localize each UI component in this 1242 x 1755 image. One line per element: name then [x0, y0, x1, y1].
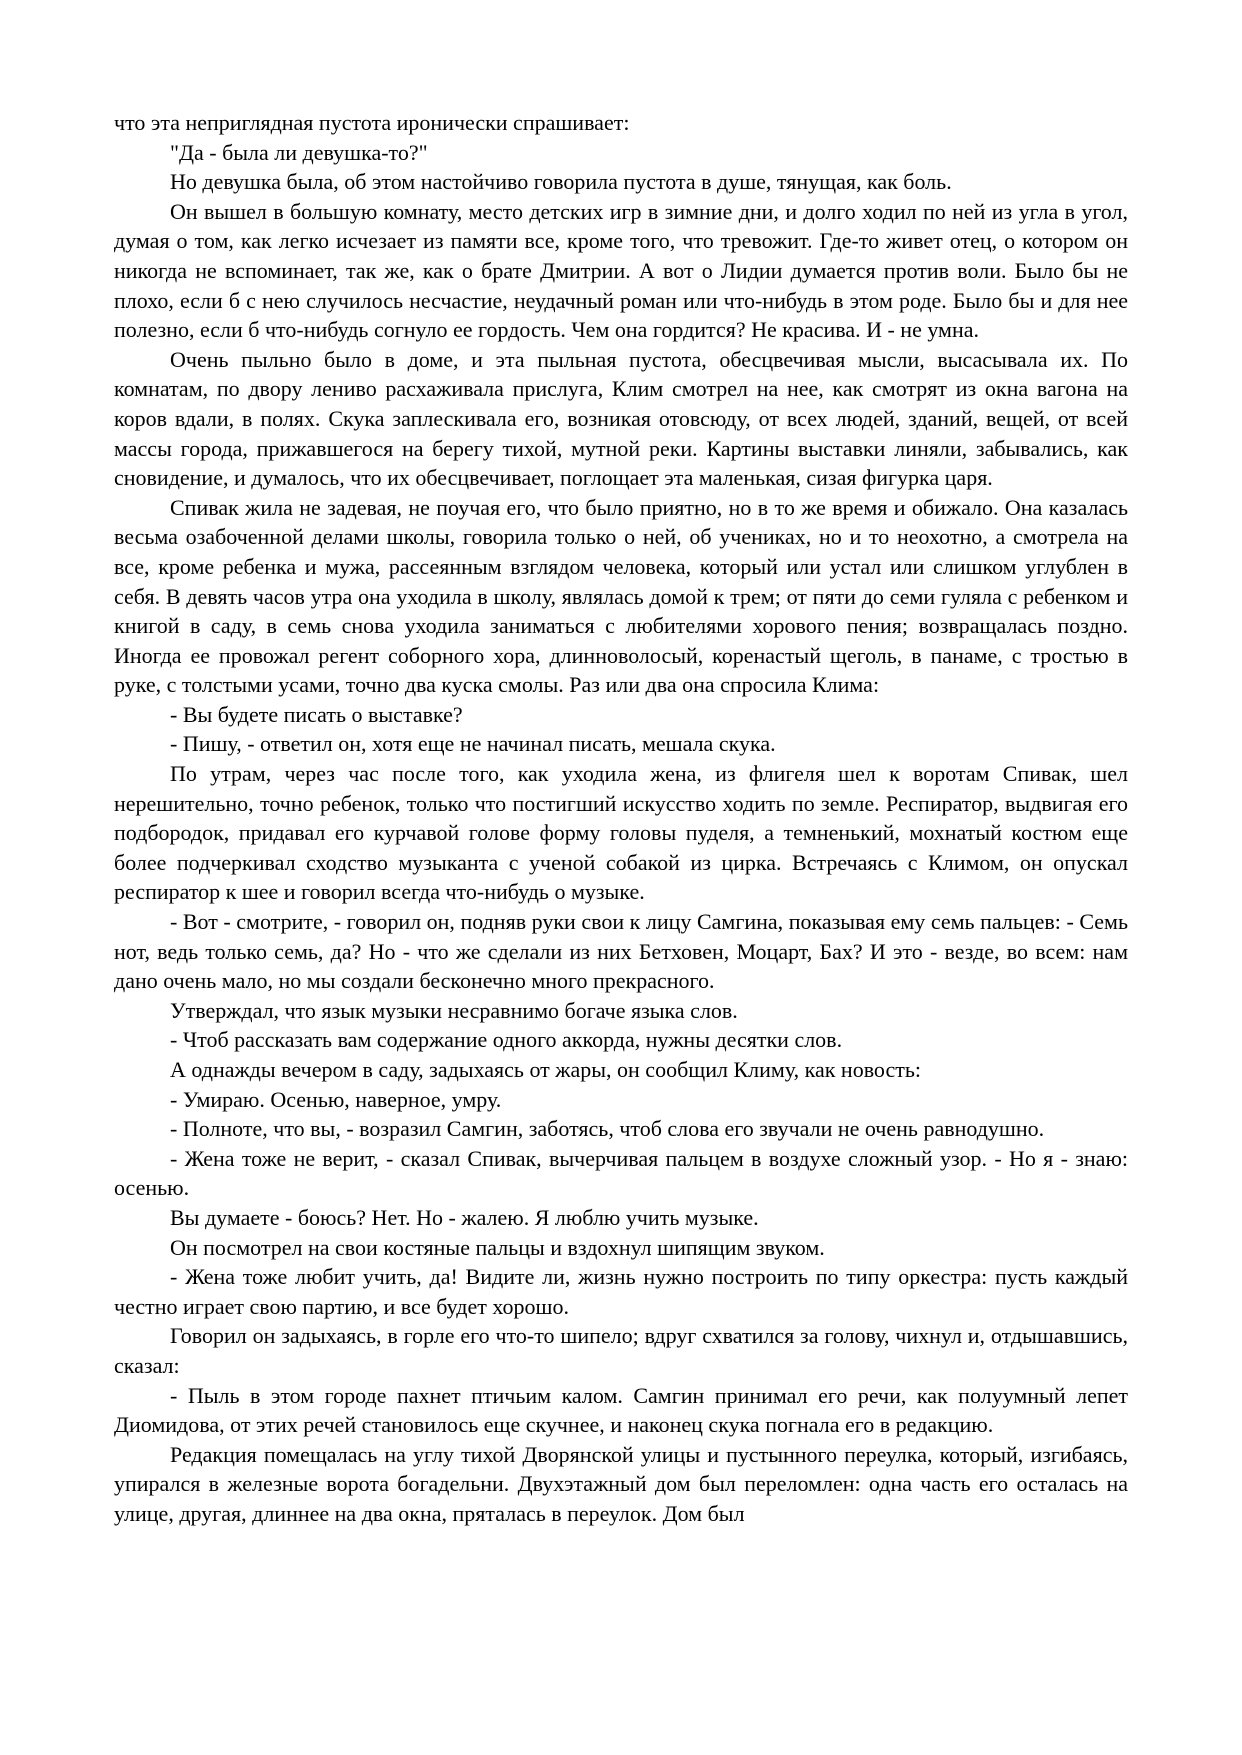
- paragraph-6: Спивак жила не задевая, не поучая его, что было приятно, но в то же время и обижало. Она казалась весьма озабоченной делами школы, говорила только о ней, об учениках, но и то неохотно, а смотрела на все, кроме ребенка и мужа, рассеянным взглядом человека, который или устал или слишком углублен в себя. В девять часов утра она уходила в школу, являлась домой к трем; от пяти до семи гуляла с ребенком и книгой в саду, в семь снова уходила заниматься с любителями хорового пения; возвращалась поздно. Иногда ее провожал регент соборного хора, длинноволосый, коренастый щеголь, в панаме, с тростью в руке, с толстыми усами, точно два куска смолы. Раз или два она спросила Клима:: [114, 494, 1128, 698]
- paragraph-14: - Умираю. Осенью, наверное, умру.: [170, 1086, 502, 1112]
- paragraph-20: Говорил он задыхаясь, в горле его что-то шипело; вдруг схватился за голову, чихнул и, отдышавшись, сказал:: [114, 1323, 1128, 1378]
- paragraph-18: Он посмотрел на свои костяные пальцы и вздохнул шипящим звуком.: [170, 1234, 825, 1260]
- paragraph-2: "Да - была ли девушка-то?": [170, 139, 428, 165]
- paragraph-19: - Жена тоже любит учить, да! Видите ли, жизнь нужно построить по типу оркестра: пусть каждый честно играет свою партию, и все будет хорошо.: [114, 1264, 1128, 1319]
- paragraph-17: Вы думаете - боюсь? Нет. Но - жалею. Я люблю учить музыке.: [170, 1204, 759, 1230]
- paragraph-13: А однажды вечером в саду, задыхаясь от жары, он сообщил Климу, как новость:: [170, 1057, 921, 1082]
- paragraph-7: - Вы будете писать о выставке?: [170, 701, 463, 727]
- paragraph-5: Очень пыльно было в доме, и эта пыльная пустота, обесцвечивая мысли, высасывала их. По комнатам, по двору лениво расхаживала прислуга, Клим смотрел на нее, как смотрят из окна вагона на коров вдали, в полях. Скука заплескивала его, возникая отовсюду, от всех людей, зданий, вещей, от всей массы города, прижавшегося на берегу тихой, мутной реки. Картины выставки линяли, забывались, как сновидение, и думалось, что их обесцвечивает, поглощает эта маленькая, сизая фигурка царя.: [114, 346, 1128, 491]
- paragraph-1: что эта неприглядная пустота иронически спрашивает:: [114, 110, 630, 135]
- paragraph-3: Но девушка была, об этом настойчиво говорила пустота в душе, тянущая, как боль.: [170, 169, 952, 195]
- paragraph-10: - Вот - смотрите, - говорил он, подняв руки свои к лицу Самгина, показывая ему семь пальцев: - Семь нот, ведь только семь, да? Но - что же сделали из них Бетховен, Моцарт, Бах? И это - везде, во всем: нам дано очень мало, но мы создали бесконечно много прекрасного.: [114, 909, 1128, 994]
- paragraph-9: По утрам, через час после того, как уходила жена, из флигеля шел к воротам Спивак, шел нерешительно, точно ребенок, только что постигший искусство ходить по земле. Респиратор, выдвигая его подбородок, придавал его курчавой голове форму головы пуделя, а темненький, мохнатый костюм еще более подчеркивал сходство музыканта с ученой собакой из цирка. Встречаясь с Климом, он опускал респиратор к шее и говорил всегда что-нибудь о музыке.: [114, 761, 1128, 905]
- paragraph-12: - Чтоб рассказать вам содержание одного аккорда, нужны десятки слов.: [170, 1027, 843, 1053]
- paragraph-11: Утверждал, что язык музыки несравнимо богаче языка слов.: [170, 997, 738, 1023]
- document-page: [114, 108, 1128, 1529]
- paragraph-4: Он вышел в большую комнату, место детских игр в зимние дни, и долго ходил по ней из угла в угол, думая о том, как легко исчезает из памяти все, кроме того, что тревожит. Где-то живет отец, о котором он никогда не вспоминает, так же, как о брате Дмитрии. А вот о Лидии думается против воли. Было бы не плохо, если б с нею случилось несчастие, неудачный роман или что-нибудь в этом роде. Было бы и для нее полезно, если б что-нибудь согнуло ее гордость. Чем она гордится? Не красива. И - не умна.: [114, 198, 1128, 343]
- paragraph-15: - Полноте, что вы, - возразил Самгин, заботясь, чтоб слова его звучали не очень равнодушно.: [170, 1116, 1045, 1142]
- paragraph-16: - Жена тоже не верит, - сказал Спивак, вычерчивая пальцем в воздухе сложный узор. - Но я - знаю: осенью.: [114, 1145, 1128, 1201]
- paragraph-21: - Пыль в этом городе пахнет птичьим калом. Самгин принимал его речи, как полуумный лепет Диомидова, от этих речей становилось еще скучнее, и наконец скука погнала его в редакцию.: [114, 1382, 1128, 1438]
- paragraph-22: Редакция помещалась на углу тихой Дворянской улицы и пустынного переулка, который, изгибаясь, упирался в железные ворота богадельни. Двухэтажный дом был переломлен: одна часть его осталась на улице, другая, длиннее на два окна, пряталась в переулок. Дом был: [114, 1441, 1128, 1526]
- paragraph-8: - Пишу, - ответил он, хотя еще не начинал писать, мешала скука.: [170, 731, 776, 757]
